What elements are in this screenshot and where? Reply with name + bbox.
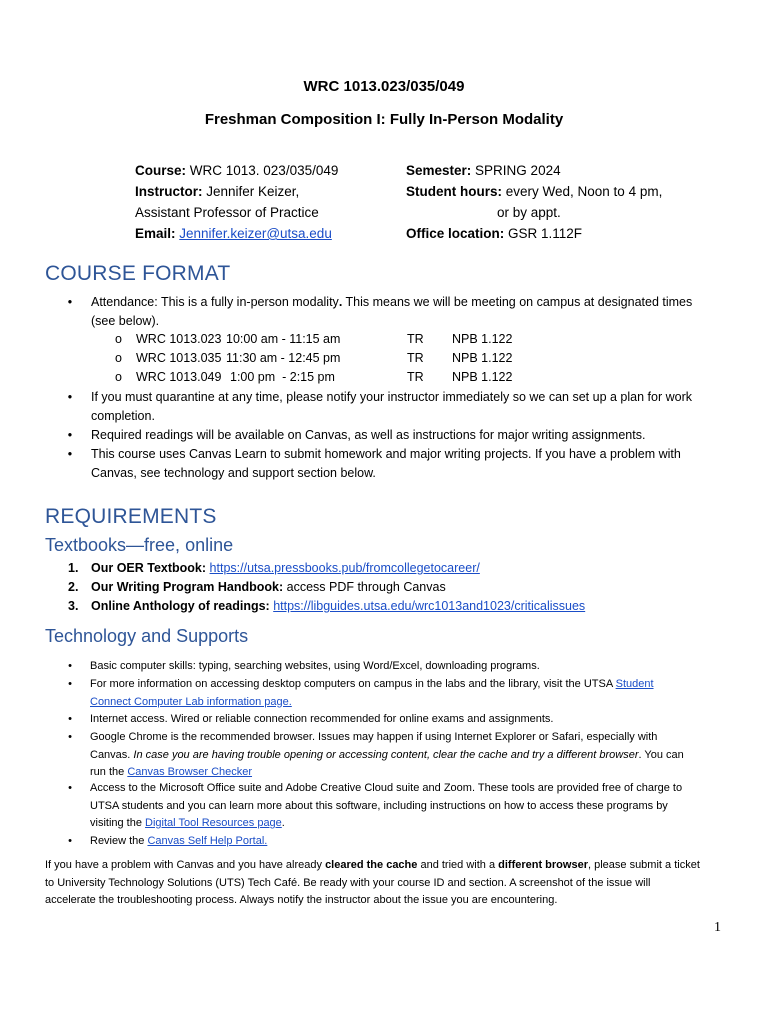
section-room: NPB 1.122 [452, 370, 513, 384]
tech-item-internet: Internet access. Wired or reliable connection recommended for online exams and assignments. [90, 713, 554, 725]
requirement-label: Our Writing Program Handbook: [91, 580, 284, 594]
instructor-label: Instructor: [135, 184, 203, 199]
email-link[interactable]: Jennifer.keizer@utsa.edu [179, 226, 332, 241]
quarantine-line-2: completion. [91, 409, 155, 423]
instructor-line [135, 181, 395, 202]
software-text-c: visiting the [90, 817, 146, 829]
sub-bullet: o [115, 370, 122, 384]
tech-item-browser [90, 729, 740, 782]
semester-value: SPRING 2024 [471, 163, 561, 178]
support-text-a: If you have a problem with Canvas and you have already [45, 859, 326, 871]
bullet: • [67, 447, 73, 461]
section-days: TR [407, 370, 424, 384]
browser-line-2 [90, 747, 740, 765]
bullet: • [68, 678, 72, 690]
bullet: • [68, 713, 72, 725]
textbooks-heading: Textbooks—free, online [45, 535, 234, 555]
browser-italic: In case you are having trouble opening or accessing content, clear the cache and try a different browser [133, 748, 639, 761]
section-number: WRC 1013.049 [136, 370, 222, 384]
textbook-link[interactable]: https://utsa.pressbooks.pub/fromcollegetocareer/ [209, 561, 480, 575]
requirement-label: Our OER Textbook: [91, 561, 207, 575]
requirements-heading: REQUIREMENTS [45, 505, 217, 528]
course-value: WRC 1013. 023/035/049 [186, 163, 339, 178]
bullet: • [67, 390, 73, 404]
office-value: GSR 1.112F [504, 226, 583, 241]
canvas-item [91, 445, 741, 483]
attendance-item [91, 293, 731, 331]
computers-text: For more information on accessing desktop computers on campus in the labs and the library, visit the UTSA [90, 678, 616, 690]
section-room: NPB 1.122 [452, 332, 513, 346]
software-line-3 [90, 815, 740, 833]
browser-checker-link[interactable]: Canvas Browser Checker [127, 766, 253, 778]
schedule-row-2 [0, 349, 768, 368]
browser-text-b: Canvas. [90, 748, 134, 761]
support-bold-2: different browser [498, 859, 588, 871]
section-room: NPB 1.122 [452, 351, 513, 365]
tech-item-portal [90, 833, 740, 851]
requirement-text: access PDF through Canvas [283, 580, 446, 594]
computer-lab-link-b[interactable]: Connect Computer Lab information page. [90, 695, 292, 708]
bullet: • [68, 660, 72, 672]
section-time: 1:00 pm - 2:15 pm [230, 370, 335, 384]
support-text-c: , please submit a ticket [587, 859, 700, 871]
section-days: TR [407, 351, 424, 365]
browser-line-3 [90, 764, 740, 782]
bullet: • [68, 782, 72, 794]
bullet: • [67, 428, 73, 442]
computers-line-2 [90, 694, 740, 712]
course-format-heading: COURSE FORMAT [45, 262, 231, 285]
semester-line [406, 160, 726, 181]
support-line-1 [45, 857, 745, 875]
list-number: 2. [68, 580, 79, 594]
self-help-portal-link[interactable]: Canvas Self Help Portal. [147, 835, 268, 847]
bullet: • [68, 835, 72, 847]
email-line [135, 223, 395, 244]
instructor-value: Jennifer Keizer, [202, 184, 300, 199]
readings-item: Required readings will be available on Canvas, as well as instructions for major writing assignments. [91, 428, 646, 442]
anthology-link[interactable]: https://libguides.utsa.edu/wrc1013and1023/criticalissues [273, 599, 586, 613]
section-number: WRC 1013.035 [136, 351, 222, 365]
software-text-d: . [281, 817, 285, 829]
office-label: Office location: [406, 226, 505, 241]
hours-value: every Wed, Noon to 4 pm, [502, 184, 663, 199]
page-title: WRC 1013.023/035/049 [303, 78, 465, 95]
requirement-item-2 [91, 578, 741, 597]
requirement-item-1 [91, 559, 741, 578]
semester-label: Semester: [406, 163, 472, 178]
tech-item-skills: Basic computer skills: typing, searching websites, using Word/Excel, downloading programs. [90, 660, 540, 672]
section-time: 11:30 am - 12:45 pm [226, 351, 341, 365]
browser-line-1: Google Chrome is the recommended browser. Issues may happen if using Internet Explorer or Safari, especially with [90, 731, 658, 743]
computers-line-1 [90, 676, 740, 694]
section-number: WRC 1013.023 [136, 332, 222, 346]
hours-label: Student hours: [406, 184, 502, 199]
browser-text-c: . You can [638, 748, 684, 761]
computer-lab-link-a[interactable]: Student [615, 678, 654, 690]
instructor-title: Assistant Professor of Practice [135, 205, 319, 220]
list-number: 3. [68, 599, 79, 613]
bullet: • [67, 295, 73, 309]
quarantine-item [91, 388, 741, 426]
hours-line [406, 181, 726, 202]
course-info-left [135, 160, 395, 244]
section-time: 10:00 am - 11:15 am [226, 332, 341, 346]
attendance-line-1 [91, 293, 731, 312]
section-days: TR [407, 332, 424, 346]
browser-text-d: run the [90, 766, 128, 778]
support-line-3: accelerate the troubleshooting process. Always notify the instructor about the issue you are encountering. [45, 894, 558, 906]
support-line-2: to University Technology Solutions (UTS) Tech Café. Be ready with your course ID and section. A screenshot of the issue will [45, 876, 651, 889]
list-number: 1. [68, 561, 79, 575]
schedule-row-1 [0, 330, 768, 349]
requirement-item-3 [91, 597, 741, 616]
software-line-2: UTSA students and you can learn more about this software, including instructions on how to access these programs by [90, 799, 668, 812]
schedule-row-3 [0, 368, 768, 387]
email-label: Email: [135, 226, 176, 241]
sub-bullet: o [115, 332, 122, 346]
portal-text: Review the [90, 835, 148, 847]
software-line-1: Access to the Microsoft Office suite and Adobe Creative Cloud suite and Zoom. These tools are provided free of charge to [90, 782, 683, 794]
course-info-right [406, 160, 726, 244]
page-number: 1 [714, 920, 721, 935]
attendance-dot: . [338, 295, 343, 309]
office-line [406, 223, 726, 244]
attendance-line-2: (see below). [91, 314, 160, 328]
attendance-text-b: This means we will be meeting on campus at designated times [342, 295, 693, 309]
canvas-line-2: Canvas, see technology and support section below. [91, 466, 376, 480]
canvas-support-paragraph [45, 857, 745, 910]
tech-item-software [90, 780, 740, 833]
support-bold-1: cleared the cache [325, 859, 418, 871]
canvas-line-1: This course uses Canvas Learn to submit homework and major writing projects. If you have a problem with [91, 447, 681, 461]
requirement-label: Online Anthology of readings: [91, 599, 270, 613]
quarantine-line-1: If you must quarantine at any time, please notify your instructor immediately so we can set up a plan for work [91, 390, 692, 404]
tech-item-computers [90, 676, 740, 711]
course-line [135, 160, 395, 181]
sub-bullet: o [115, 351, 122, 365]
hours-appt: or by appt. [497, 205, 561, 220]
support-text-b: and tried with a [417, 859, 499, 871]
page-subtitle: Freshman Composition I: Fully In-Person Modality [204, 111, 564, 128]
technology-heading: Technology and Supports [45, 626, 249, 646]
digital-tool-link[interactable]: Digital Tool Resources page [145, 817, 282, 829]
course-label: Course: [135, 163, 187, 178]
attendance-text-a: Attendance: This is a fully in-person modality [91, 295, 339, 309]
bullet: • [68, 731, 72, 743]
